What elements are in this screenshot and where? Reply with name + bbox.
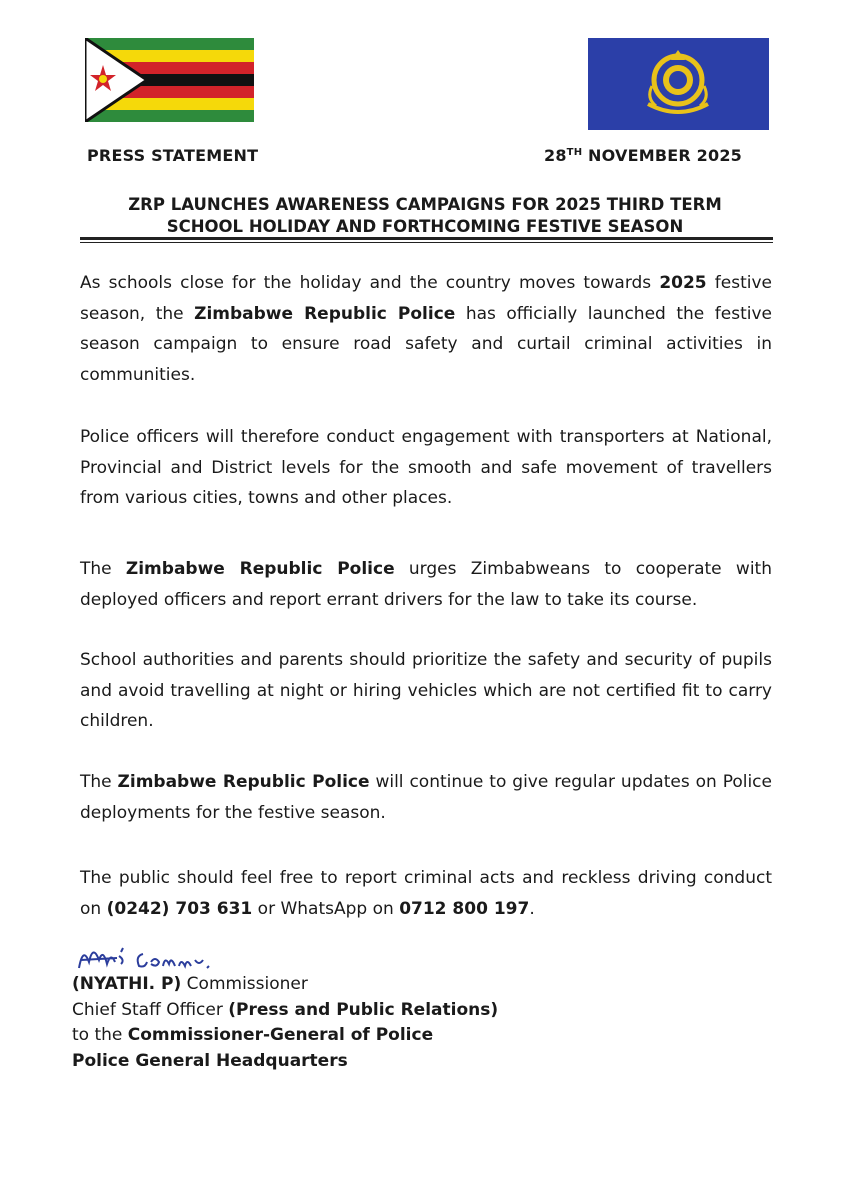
- signatory-office-line: to the Commissioner-General of Police: [72, 1025, 434, 1045]
- page-title: [80, 194, 770, 238]
- title-divider: [80, 237, 773, 240]
- signature-block: [72, 972, 498, 1074]
- press-statement-label: PRESS STATEMENT: [87, 146, 259, 165]
- paragraph-1: As schools close for the holiday and the country moves towards 2025 festive season, the Zimbabwe Republic Police has officially launched the festive season campaign to ensure road safety and curtail criminal activities in communities.: [80, 273, 772, 385]
- title-line-1: ZRP LAUNCHES AWARENESS CAMPAIGNS FOR 2025 THIRD TERM: [128, 195, 722, 214]
- signatory-hq-line: Police General Headquarters: [72, 1050, 348, 1071]
- paragraph-3: The Zimbabwe Republic Police urges Zimbabweans to cooperate with deployed officers and report errant drivers for the law to take its course.: [80, 559, 772, 610]
- title-line-2: SCHOOL HOLIDAY AND FORTHCOMING FESTIVE SEASON: [166, 217, 684, 236]
- paragraph-5: The Zimbabwe Republic Police will continue to give regular updates on Police deployments for the festive season.: [80, 772, 772, 823]
- zrp-flag-icon: [588, 38, 769, 130]
- statement-date: 28TH NOVEMBER 2025: [544, 146, 742, 165]
- paragraph-6: The public should feel free to report criminal acts and reckless driving conduct on (0242) 703 631 or WhatsApp on 0712 800 197.: [80, 868, 772, 919]
- signatory-title-line: Chief Staff Officer (Press and Public Relations): [72, 999, 499, 1020]
- signatory-name-line: (NYATHI. P) Commissioner: [72, 974, 308, 994]
- paragraph-2: Police officers will therefore conduct engagement with transporters at National, Provincial and District levels for the smooth and safe movement of travellers from various cities, towns and other places.: [80, 427, 772, 508]
- paragraph-4: School authorities and parents should prioritize the safety and security of pupils and avoid travelling at night or hiring vehicles which are not certified fit to carry children.: [80, 650, 772, 731]
- title-divider-thin: [80, 242, 773, 243]
- zimbabwe-flag-icon: [85, 38, 254, 122]
